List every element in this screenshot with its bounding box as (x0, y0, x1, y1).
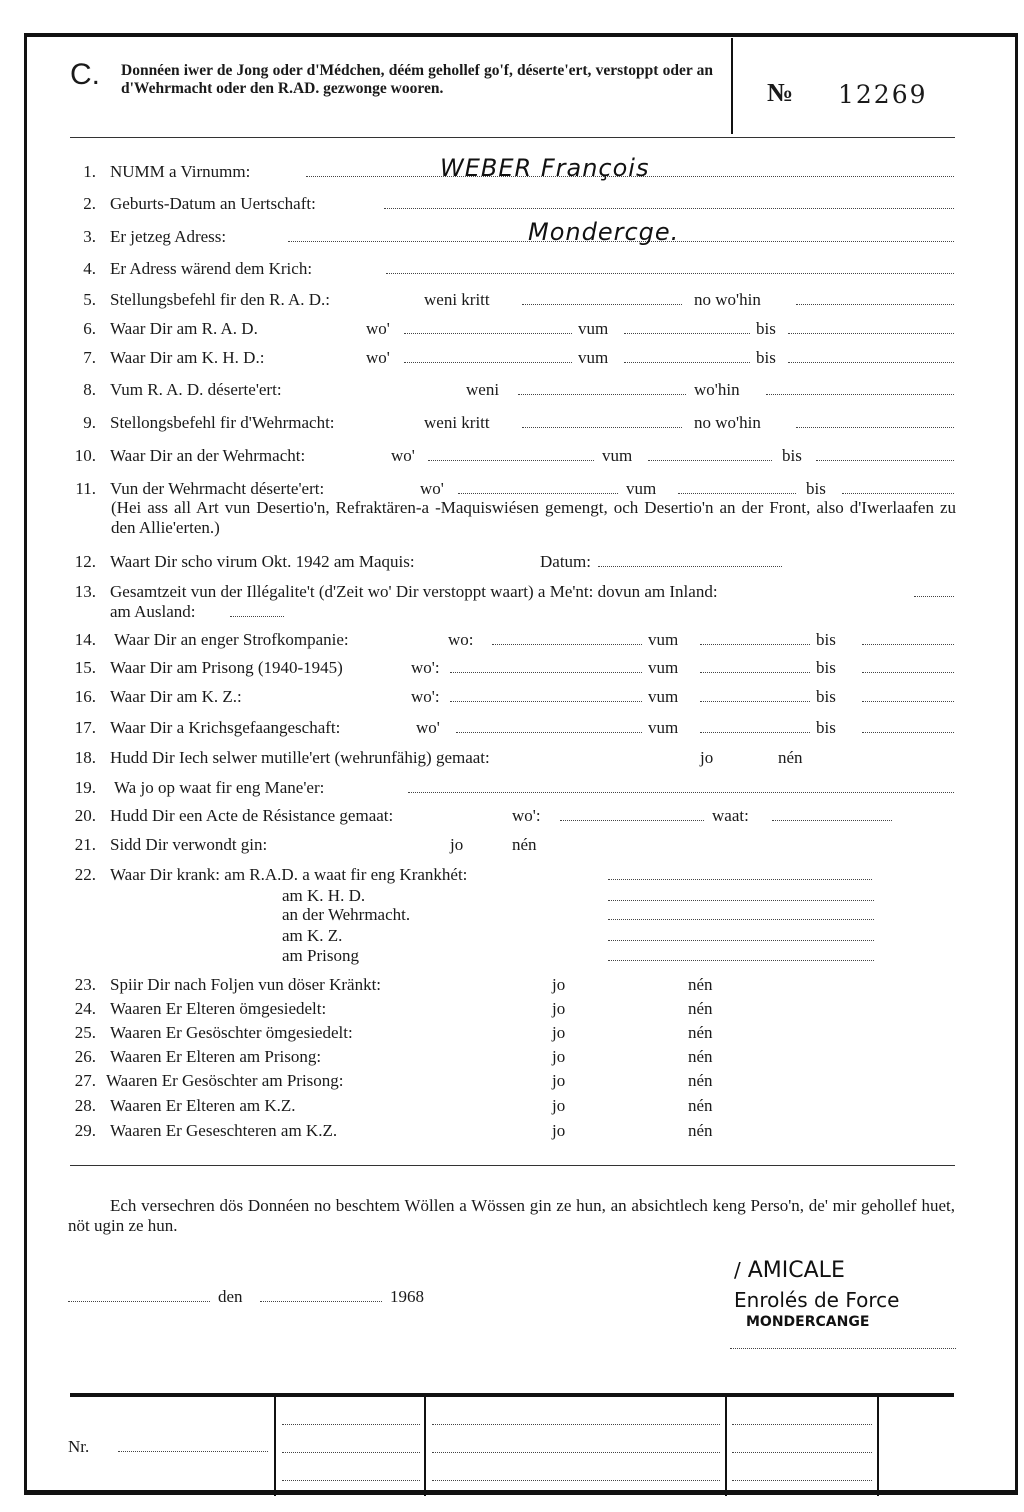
field[interactable] (700, 687, 810, 702)
declaration-text: Ech versechren dös Donnéen no beschtem Wöllen a Wössen gin ze hun, an absichtlech keng Perso'n, de' mir gehollef huet, nöt ugin ze hun. (68, 1196, 955, 1235)
field-label: weni kritt (424, 413, 490, 432)
item-number: 10. (74, 446, 96, 465)
item-label: Waar Dir am K. H. D.: (110, 348, 265, 367)
item-number: 13. (74, 582, 96, 601)
item-label: Sidd Dir verwondt gin: (110, 835, 268, 854)
stamp-line-2: Enrolés de Force (734, 1288, 900, 1312)
item-number: 23. (74, 975, 96, 994)
field[interactable] (700, 630, 810, 645)
item-number: 29. (74, 1121, 96, 1140)
field[interactable] (518, 380, 686, 395)
field[interactable] (404, 348, 572, 363)
item-number: 18. (74, 748, 96, 767)
option-yes[interactable]: jo (450, 835, 464, 854)
table-cell-field[interactable] (432, 1410, 720, 1425)
field-label: vum (602, 446, 633, 465)
item-label: Waar Dir am Prisong (1940-1945) (110, 658, 343, 677)
signature-field[interactable] (730, 1334, 956, 1349)
field[interactable] (450, 687, 642, 702)
field[interactable] (624, 348, 750, 363)
item-label: Waar Dir am K. Z.: (110, 687, 242, 706)
item-label: Stellungsbefehl fir den R. A. D.: (110, 290, 331, 309)
field[interactable] (862, 718, 954, 733)
field-label: bis (806, 479, 826, 498)
item-number: 26. (74, 1047, 96, 1066)
field-label: wo': (411, 687, 440, 706)
form-title: Donnéen iwer de Jong oder d'Médchen, déém gehollef go'f, déserte'ert, verstoppt oder an d'Wehrmacht oder den R.AD. gezwonge wooren. (121, 62, 713, 97)
table-cell-field[interactable] (732, 1466, 872, 1481)
field-label: wo: (448, 630, 474, 649)
item-label: Waar Dir an der Wehrmacht: (110, 446, 306, 465)
item-label: Gesamtzeit vun der Illégalite't (d'Zeit wo' Dir verstoppt waart) a Me'nt: dovun am Inland: (110, 582, 718, 601)
table-cell-field[interactable] (732, 1438, 872, 1453)
option-yes[interactable]: jo (700, 748, 714, 767)
field[interactable] (842, 479, 954, 494)
field[interactable] (788, 319, 954, 334)
item-number: 11. (75, 479, 96, 498)
item-label: Waaren Er Geseschteren am K.Z. (110, 1121, 338, 1140)
item-number: 20. (74, 806, 96, 825)
field[interactable] (862, 687, 954, 702)
item-label: Waaren Er Gesöschter ömgesiedelt: (110, 1023, 353, 1042)
item-label: Hudd Dir een Acte de Résistance gemaat: (110, 806, 394, 825)
handwritten-name: WEBER François (440, 154, 650, 182)
option-yes[interactable]: jo (552, 1047, 566, 1066)
item-label: Waar Dir a Krichsgefaangeschaft: (110, 718, 341, 737)
item-number: 19. (74, 778, 96, 797)
item-number: 15. (74, 658, 96, 677)
field-label: wo' (416, 718, 440, 737)
field-label: bis (816, 630, 836, 649)
field-label: am Ausland: (110, 602, 196, 621)
item-label: Er jetzeg Adress: (110, 227, 227, 246)
item-label: Wa jo op waat fir eng Mane'er: (114, 778, 325, 797)
sub-label: am Prisong (282, 946, 359, 965)
abroad-field[interactable] (230, 602, 284, 617)
item-number: 4. (83, 259, 96, 278)
table-divider (725, 1396, 727, 1496)
option-no[interactable]: nén (688, 1121, 713, 1140)
handwritten-address: Mondercge. (528, 218, 680, 246)
table-divider (274, 1396, 276, 1496)
option-no[interactable]: nén (688, 1071, 713, 1090)
manner-field[interactable] (408, 778, 954, 793)
field-label: vum (648, 718, 679, 737)
item-label: NUMM a Virnumm: (110, 162, 251, 181)
item-number: 22. (74, 865, 96, 884)
field[interactable] (624, 319, 750, 334)
option-no[interactable]: nén (512, 835, 537, 854)
option-no[interactable]: nén (688, 975, 713, 994)
field-label: wo': (512, 806, 541, 825)
item-number: 28. (74, 1096, 96, 1115)
slash-mark-icon: / (734, 1258, 741, 1282)
field-label: Datum: (540, 552, 591, 571)
option-yes[interactable]: jo (552, 1071, 566, 1090)
field-label: bis (782, 446, 802, 465)
item-label: Hudd Dir Iech selwer mutille'ert (wehrunfähig) gemaat: (110, 748, 490, 767)
table-cell-field[interactable] (732, 1410, 872, 1425)
table-cell-field[interactable] (282, 1438, 420, 1453)
number-sign: № (767, 78, 794, 107)
field-label: weni (466, 380, 500, 399)
field[interactable] (788, 348, 954, 363)
field[interactable] (678, 479, 796, 494)
stamp-line-1 (734, 1258, 845, 1283)
nr-field[interactable] (118, 1437, 268, 1452)
field-label: bis (816, 687, 836, 706)
nr-label: Nr. (68, 1437, 90, 1456)
form-number: 12269 (838, 80, 928, 109)
field[interactable] (648, 446, 772, 461)
item-number: 1. (83, 162, 96, 181)
item-number: 14. (74, 630, 96, 649)
field[interactable] (700, 658, 810, 673)
section-letter: C. (70, 58, 100, 91)
item-number: 25. (74, 1023, 96, 1042)
item-label: Waart Dir scho virum Okt. 1942 am Maquis: (110, 552, 415, 571)
item-label: Waaren Er Elteren am K.Z. (110, 1096, 296, 1115)
field-label: vum (648, 658, 679, 677)
field[interactable] (456, 718, 642, 733)
item-number: 9. (83, 413, 96, 432)
place-field[interactable] (68, 1287, 210, 1302)
field[interactable] (772, 806, 892, 821)
item-number: 7. (83, 348, 96, 367)
field[interactable] (608, 865, 872, 880)
field[interactable] (522, 413, 682, 428)
item-number: 12. (74, 552, 96, 571)
field[interactable] (560, 806, 704, 821)
option-yes[interactable]: jo (552, 975, 566, 994)
item-label: Vum R. A. D. déserte'ert: (110, 380, 282, 399)
sub-label: an der Wehrmacht. (282, 905, 411, 924)
item-label: Er Adress wärend dem Krich: (110, 259, 313, 278)
field[interactable] (450, 658, 642, 673)
option-no[interactable]: nén (688, 1096, 713, 1115)
table-divider (424, 1396, 426, 1496)
field-label: vum (626, 479, 657, 498)
field[interactable] (700, 718, 810, 733)
field[interactable] (458, 479, 618, 494)
option-no[interactable]: nén (688, 1047, 713, 1066)
item-label: Waar Dir am R. A. D. (110, 319, 258, 338)
item-label: Waar Dir krank: am R.A.D. a waat fir eng Krankhét: (110, 865, 468, 884)
table-cell-field[interactable] (282, 1466, 420, 1481)
field-label: wo' (391, 446, 415, 465)
item-number: 3. (83, 227, 96, 246)
date-field[interactable] (260, 1287, 382, 1302)
option-yes[interactable]: jo (552, 999, 566, 1018)
sub-label: am K. H. D. (282, 886, 366, 905)
field-label: vum (648, 630, 679, 649)
field-label: vum (648, 687, 679, 706)
item-number: 5. (83, 290, 96, 309)
den-label: den (218, 1287, 243, 1306)
field[interactable] (766, 380, 954, 395)
stamp-text: AMICALE (747, 1258, 845, 1283)
field-label: vum (578, 348, 609, 367)
field-label: bis (756, 348, 776, 367)
header-rule (70, 137, 955, 138)
war-address-field[interactable] (386, 259, 954, 274)
field-label: wo' (420, 479, 444, 498)
item-label: Waaren Er Gesöschter am Prisong: (106, 1071, 344, 1090)
sub-label: am K. Z. (282, 926, 343, 945)
field[interactable] (862, 630, 954, 645)
field[interactable] (816, 446, 954, 461)
field[interactable] (608, 886, 874, 901)
item-label: Geburts-Datum an Uertschaft: (110, 194, 316, 213)
field[interactable] (608, 946, 874, 961)
item-11-note: (Hei ass all Art vun Desertio'n, Refraktären-a -Maquiswiésen gemengt, och Desertio'n an der Front, also d'Iwerlaafen zu den Allie'erten.) (111, 498, 956, 537)
table-cell-field[interactable] (282, 1410, 420, 1425)
option-yes[interactable]: jo (552, 1096, 566, 1115)
option-no[interactable]: nén (688, 999, 713, 1018)
field-label: bis (816, 718, 836, 737)
table-divider (877, 1396, 879, 1496)
item-number: 8. (83, 380, 96, 399)
field-label: weni kritt (424, 290, 490, 309)
field-label: bis (756, 319, 776, 338)
field-label: waat: (712, 806, 749, 825)
field[interactable] (608, 905, 874, 920)
field-label: wo' (366, 319, 390, 338)
item-label: Stellongsbefehl fir d'Wehrmacht: (110, 413, 335, 432)
field[interactable] (796, 290, 954, 305)
field[interactable] (428, 446, 594, 461)
field[interactable] (404, 319, 572, 334)
field[interactable] (862, 658, 954, 673)
field-label: no wo'hin (694, 290, 761, 309)
option-no[interactable]: nén (778, 748, 803, 767)
field[interactable] (796, 413, 954, 428)
inland-field[interactable] (914, 582, 954, 597)
item-label: Waaren Er Elteren ömgesiedelt: (110, 999, 327, 1018)
field[interactable] (608, 926, 874, 941)
section-divider (70, 1165, 955, 1166)
field[interactable] (522, 290, 682, 305)
item-number: 21. (74, 835, 96, 854)
item-label: Waaren Er Elteren am Prisong: (110, 1047, 322, 1066)
table-cell-field[interactable] (432, 1466, 720, 1481)
item-label: Spiir Dir nach Foljen vun döser Kränkt: (110, 975, 382, 994)
date-field[interactable] (598, 552, 782, 567)
item-number: 2. (83, 194, 96, 213)
item-label: Waar Dir an enger Strofkompanie: (114, 630, 349, 649)
table-cell-field[interactable] (432, 1438, 720, 1453)
item-label: Vun der Wehrmacht déserte'ert: (110, 479, 325, 498)
item-number: 17. (74, 718, 96, 737)
field-label: vum (578, 319, 609, 338)
option-no[interactable]: nén (688, 1023, 713, 1042)
field-label: wo': (411, 658, 440, 677)
option-yes[interactable]: jo (552, 1121, 566, 1140)
stamp-line-3: MONDERCANGE (746, 1314, 870, 1330)
item-number: 24. (74, 999, 96, 1018)
field-label: wo'hin (694, 380, 740, 399)
option-yes[interactable]: jo (552, 1023, 566, 1042)
item-number: 6. (83, 319, 96, 338)
birth-field[interactable] (384, 194, 954, 209)
header-divider (731, 38, 733, 134)
field-label: no wo'hin (694, 413, 761, 432)
year-label: 1968 (390, 1287, 424, 1306)
item-number: 16. (74, 687, 96, 706)
field-label: wo' (366, 348, 390, 367)
field[interactable] (492, 630, 642, 645)
item-number: 27. (74, 1071, 96, 1090)
field-label: bis (816, 658, 836, 677)
table-top-rule (70, 1393, 954, 1397)
